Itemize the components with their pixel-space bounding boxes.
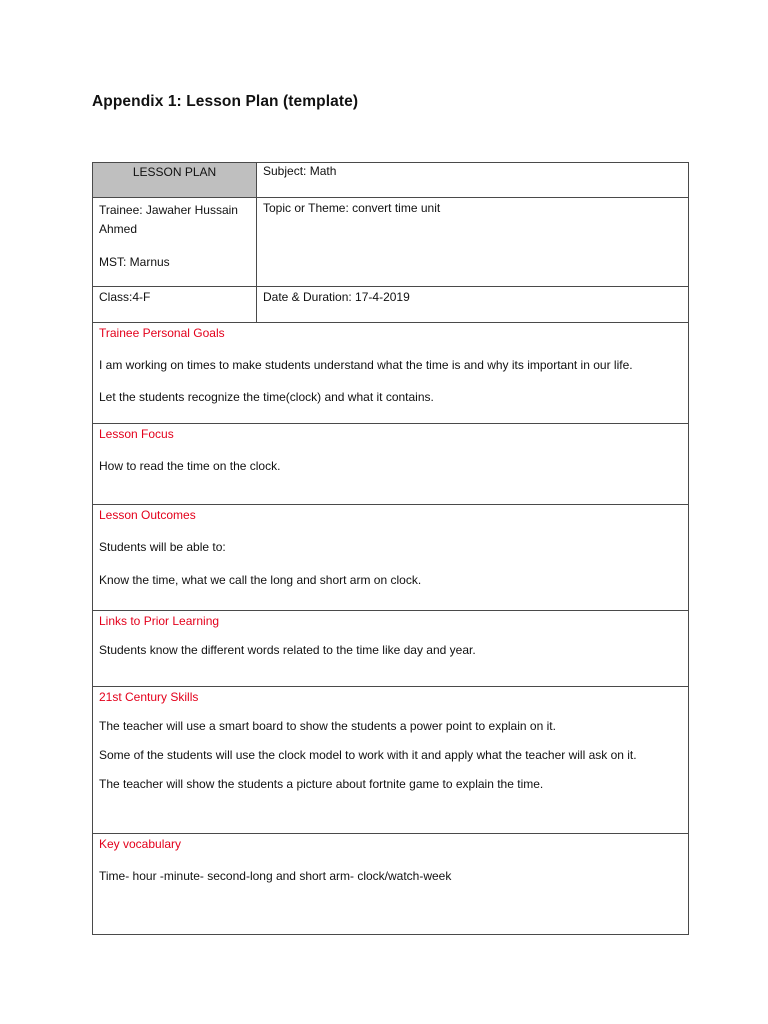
topic-text: Topic or Theme: convert time unit xyxy=(263,201,441,215)
goals-line: Let the students recognize the time(clock) and what it contains. xyxy=(99,390,434,404)
links-line: Students know the different words related to the time like day and year. xyxy=(99,643,476,657)
vocab-heading: Key vocabulary xyxy=(99,837,182,851)
vocab-line: Time- hour -minute- second-long and short arm- clock/watch-week xyxy=(99,869,452,883)
focus-line: How to read the time on the clock. xyxy=(99,459,281,473)
skills-heading: 21st Century Skills xyxy=(99,690,199,704)
skills-section xyxy=(93,687,689,834)
skills-line: The teacher will use a smart board to show the students a power point to explain on it. xyxy=(99,719,556,733)
trainee-name-line2: Ahmed xyxy=(99,222,138,236)
table-row xyxy=(93,687,689,834)
goals-section xyxy=(93,323,689,424)
date-label: Date & Duration: xyxy=(263,290,352,304)
lesson-plan-table xyxy=(92,162,689,935)
class-cell xyxy=(93,287,257,323)
trainee-name-line1: Trainee: Jawaher Hussain xyxy=(99,203,238,217)
goals-line: I am working on times to make students understand what the time is and why its important in our life. xyxy=(99,358,633,372)
class-text: Class:4-F xyxy=(99,290,151,304)
table-row xyxy=(93,611,689,687)
outcomes-line: Know the time, what we call the long and short arm on clock. xyxy=(99,573,422,587)
lesson-plan-label: LESSON PLAN xyxy=(132,165,217,179)
skills-line: Some of the students will use the clock model to work with it and apply what the teacher will ask on it. xyxy=(99,748,637,762)
links-heading: Links to Prior Learning xyxy=(99,614,220,628)
outcomes-heading: Lesson Outcomes xyxy=(99,508,196,522)
lesson-plan-header-cell xyxy=(93,163,257,198)
skills-line: The teacher will show the students a picture about fortnite game to explain the time. xyxy=(99,777,544,791)
table-row xyxy=(93,287,689,323)
subject-cell xyxy=(257,163,689,198)
page-title: Appendix 1: Lesson Plan (template) xyxy=(92,93,359,110)
subject-text: Subject: Math xyxy=(263,164,337,178)
mst-text: MST: Marnus xyxy=(99,255,170,269)
table-row xyxy=(93,323,689,424)
goals-heading: Trainee Personal Goals xyxy=(99,326,225,340)
table-row xyxy=(93,163,689,198)
trainee-cell xyxy=(93,198,257,287)
focus-section xyxy=(93,424,689,505)
outcomes-section xyxy=(93,505,689,611)
vocab-section xyxy=(93,834,689,935)
focus-heading: Lesson Focus xyxy=(99,427,174,441)
table-row xyxy=(93,198,689,287)
table-row xyxy=(93,424,689,505)
topic-cell xyxy=(257,198,689,287)
table-row xyxy=(93,505,689,611)
links-section xyxy=(93,611,689,687)
table-row xyxy=(93,834,689,935)
outcomes-line: Students will be able to: xyxy=(99,540,226,554)
date-cell xyxy=(257,287,689,323)
date-value: 17-4-2019 xyxy=(351,290,410,304)
